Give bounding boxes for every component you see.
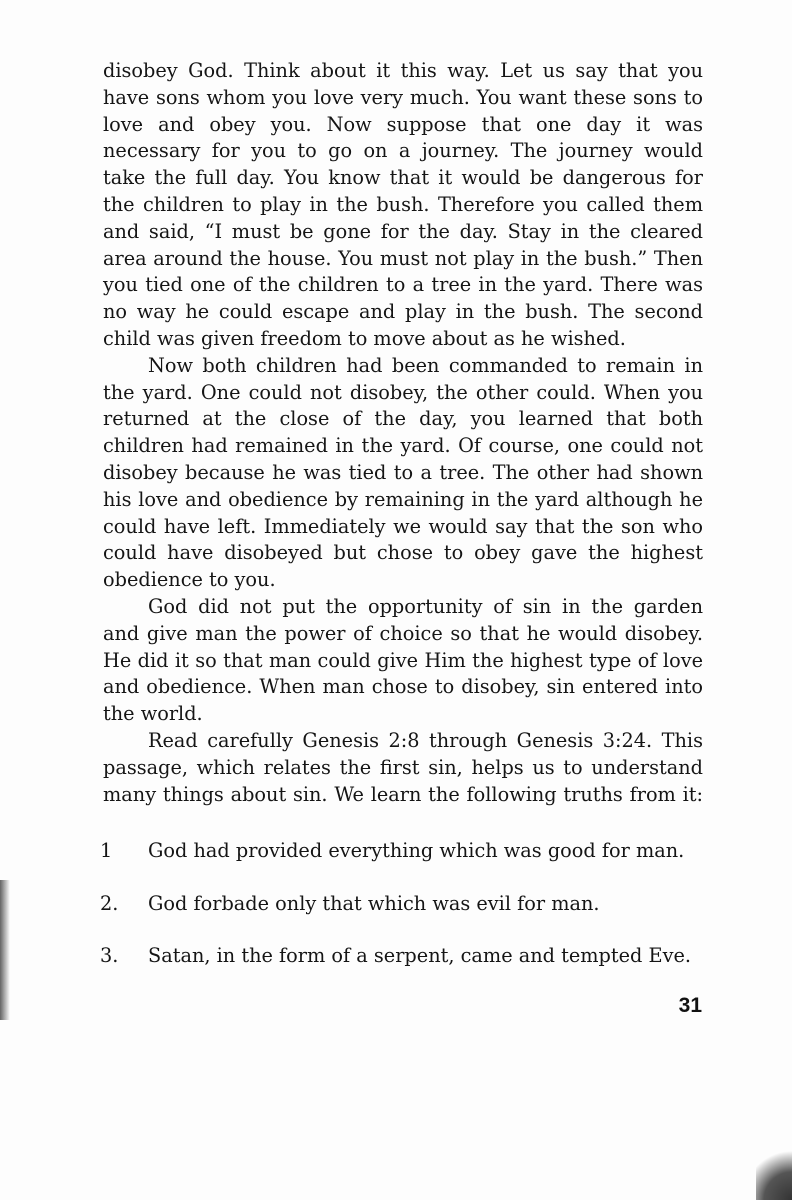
text-line: take the full day. You know that it would be dangerous for: [103, 166, 703, 190]
text-line: have sons whom you love very much. You want these sons to: [103, 85, 703, 109]
text-line: God did not put the opportunity of sin in the garden: [148, 594, 703, 618]
list-text: Satan, in the form of a serpent, came and tempted Eve.: [148, 944, 692, 967]
list-number: 3.: [100, 944, 119, 967]
page-number: 31: [678, 994, 702, 1017]
list-number: 1: [100, 839, 113, 862]
scan-corner-shadow: [756, 1140, 792, 1200]
text-line: Read carefully Genesis 2:8 through Genesis 3:24. This: [148, 728, 703, 752]
text-line: disobey God. Think about it this way. Let us say that you: [103, 59, 703, 82]
text-line: child was given freedom to move about as he wished.: [103, 326, 626, 350]
text-line: and give man the power of choice so that he would disobey.: [103, 621, 703, 645]
text-line: obedience to you.: [103, 568, 276, 592]
text-line: no way he could escape and play in the bush. The second: [103, 300, 703, 324]
list-text: God had provided everything which was good for man.: [148, 839, 685, 862]
text-line: his love and obedience by remaining in the yard although he: [103, 487, 703, 511]
paragraph: [103, 58, 703, 353]
text-line: returned at the close of the day, you learned that both: [103, 407, 703, 431]
text-line: He did it so that man could give Him the highest type of love: [103, 648, 703, 672]
list-item: [100, 941, 703, 994]
list-item: [100, 889, 703, 942]
text-line: many things about sin. We learn the following truths from it:: [103, 782, 703, 806]
text-line: and said, “I must be gone for the day. Stay in the cleared: [103, 219, 703, 243]
text-line: the children to play in the bush. Therefore you called them: [103, 192, 703, 216]
list-item: [100, 836, 703, 889]
text-line: you tied one of the children to a tree in the yard. There was: [103, 273, 703, 297]
paragraph: [103, 353, 703, 594]
text-line: could have left. Immediately we would say that the son who: [103, 514, 703, 538]
list-number: 2.: [100, 891, 119, 915]
text-line: Now both children had been commanded to remain in: [148, 353, 703, 377]
text-line: the world.: [103, 702, 203, 726]
text-line: necessary for you to go on a journey. The journey would: [103, 139, 703, 163]
text-line: love and obey you. Now suppose that one day it was: [103, 112, 703, 136]
paragraph: [103, 594, 703, 728]
text-line: children had remained in the yard. Of course, one could not: [103, 434, 703, 458]
text-line: could have disobeyed but chose to obey gave the highest: [103, 541, 703, 565]
truths-list: [100, 836, 703, 994]
scan-edge-shadow: [0, 880, 10, 1020]
paragraph: [103, 728, 703, 808]
list-text: God forbade only that which was evil for man.: [148, 891, 600, 915]
text-line: disobey because he was tied to a tree. The other had shown: [103, 460, 703, 484]
text-line: passage, which relates the first sin, helps us to understand: [103, 755, 703, 779]
text-line: and obedience. When man chose to disobey, sin entered into: [103, 675, 703, 699]
text-line: the yard. One could not disobey, the other could. When you: [103, 380, 703, 404]
body-text: [103, 58, 703, 808]
text-line: area around the house. You must not play in the bush.” Then: [103, 246, 703, 270]
